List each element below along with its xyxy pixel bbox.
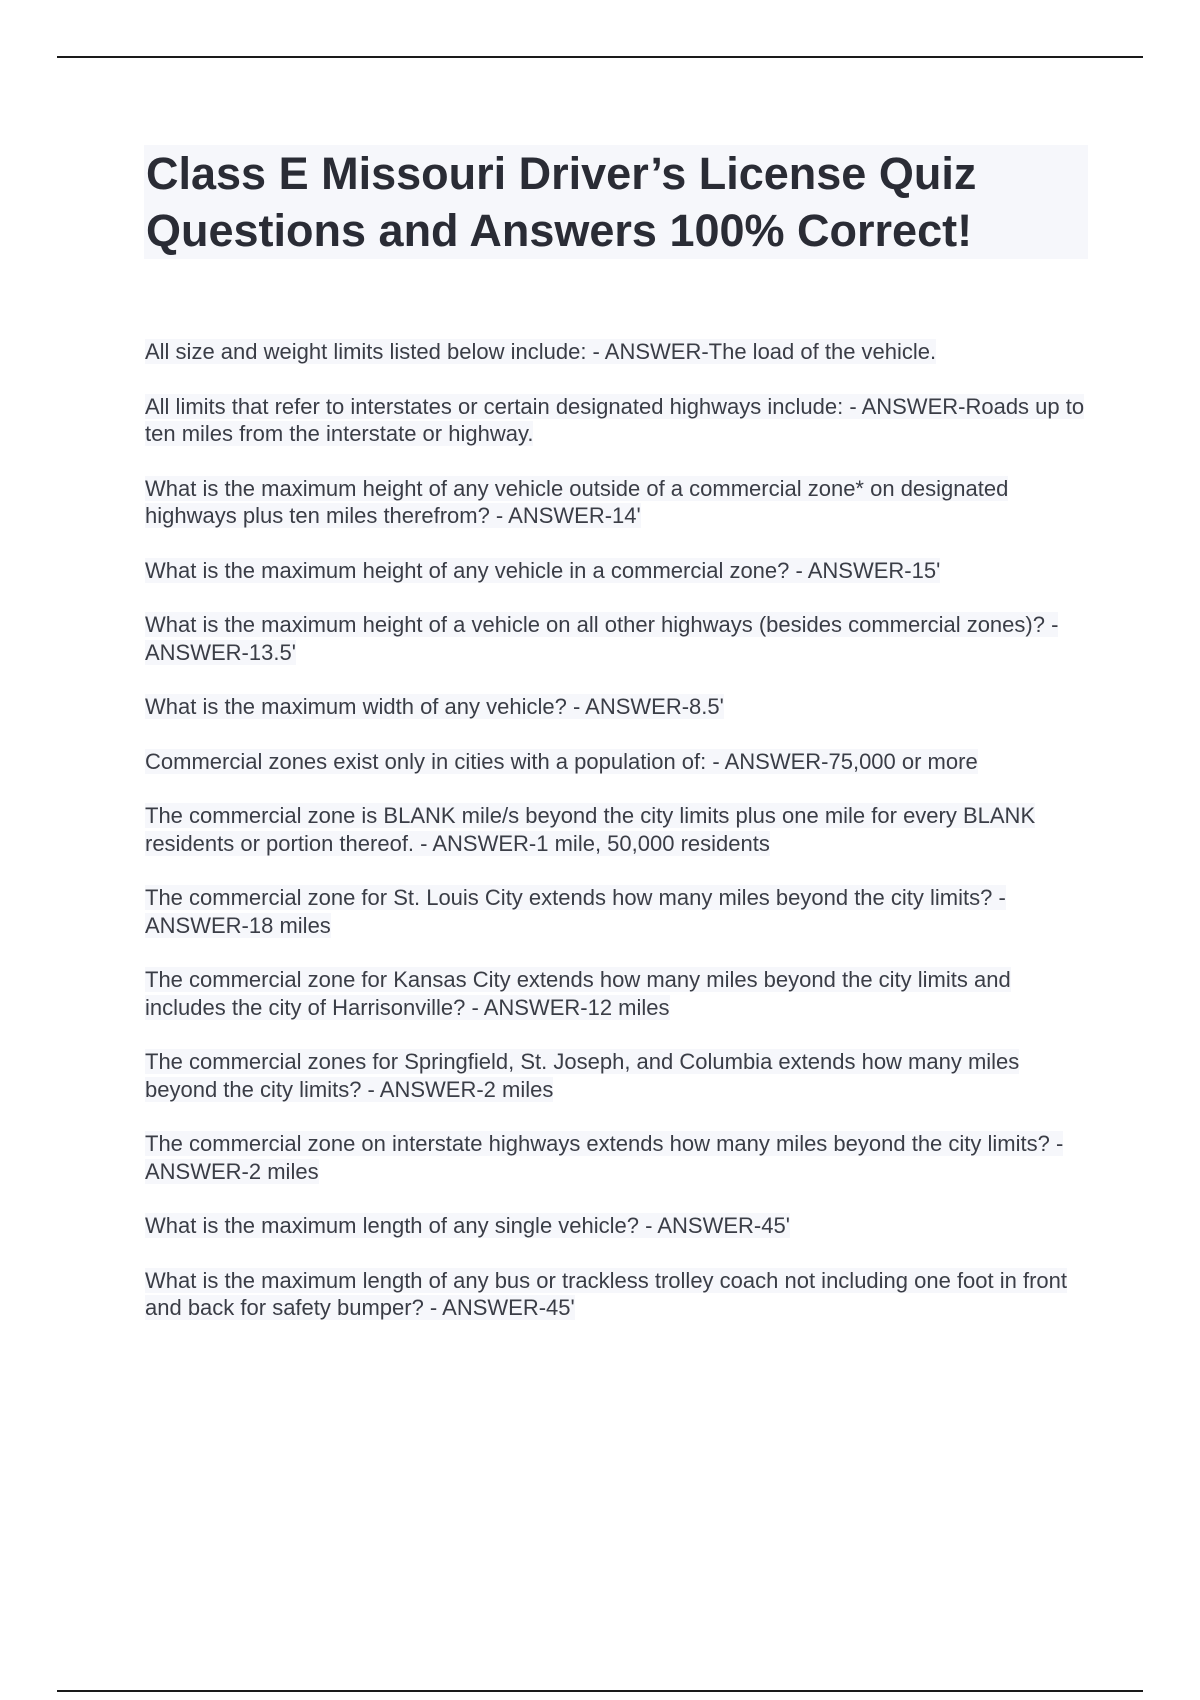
qa-text: What is the maximum length of any single vehicle? - ANSWER-45' <box>145 1213 790 1238</box>
qa-item <box>145 1048 1090 1103</box>
qa-text: All limits that refer to interstates or certain designated highways include: - ANSWER-Roads up to ten miles from the interstate or highway. <box>145 393 1085 446</box>
qa-item <box>145 475 1090 530</box>
title-block <box>144 145 1088 259</box>
qa-list <box>145 338 1090 1349</box>
qa-item <box>145 693 1090 721</box>
qa-text: What is the maximum height of any vehicle outside of a commercial zone* on designated highways plus ten miles therefrom? - ANSWER-14' <box>145 475 1009 528</box>
qa-text: The commercial zone for St. Louis City extends how many miles beyond the city limits? - ANSWER-18 miles <box>145 885 1006 938</box>
qa-text: The commercial zones for Springfield, St. Joseph, and Columbia extends how many miles beyond the city limits? - ANSWER-2 miles <box>145 1049 1020 1102</box>
qa-item <box>145 802 1090 857</box>
qa-text: What is the maximum height of any vehicle in a commercial zone? - ANSWER-15' <box>145 557 941 583</box>
qa-item <box>145 1212 1090 1240</box>
qa-item <box>145 748 1090 776</box>
qa-text: The commercial zone on interstate highways extends how many miles beyond the city limits? - ANSWER-2 miles <box>145 1131 1064 1184</box>
qa-text: What is the maximum length of any bus or trackless trolley coach not including one foot in front and back for safety bumper? - ANSWER-45' <box>145 1267 1068 1320</box>
qa-text: All size and weight limits listed below include: - ANSWER-The load of the vehicle. <box>145 339 937 364</box>
qa-text: What is the maximum height of a vehicle on all other highways (besides commercial zones)? - ANSWER-13.5' <box>145 612 1059 665</box>
qa-item <box>145 966 1090 1021</box>
qa-item <box>145 611 1090 666</box>
qa-text: The commercial zone is BLANK mile/s beyond the city limits plus one mile for every BLANK residents or portion thereof. - ANSWER-1 mile, 50,000 residents <box>145 803 1036 856</box>
page-title: Class E Missouri Driver’s License Quiz Questions and Answers 100% Correct! <box>146 148 977 256</box>
qa-item <box>145 557 1090 585</box>
qa-text: The commercial zone for Kansas City extends how many miles beyond the city limits and includes the city of Harrisonville? - ANSWER-12 miles <box>145 967 1011 1020</box>
bottom-rule <box>57 1690 1143 1692</box>
qa-item <box>145 884 1090 939</box>
qa-item <box>145 338 1090 366</box>
top-rule <box>57 56 1143 58</box>
qa-item <box>145 1130 1090 1185</box>
qa-item <box>145 393 1090 448</box>
qa-text: What is the maximum width of any vehicle? - ANSWER-8.5' <box>145 694 724 719</box>
qa-text: Commercial zones exist only in cities with a population of: - ANSWER-75,000 or more <box>145 748 978 774</box>
qa-item <box>145 1267 1090 1322</box>
